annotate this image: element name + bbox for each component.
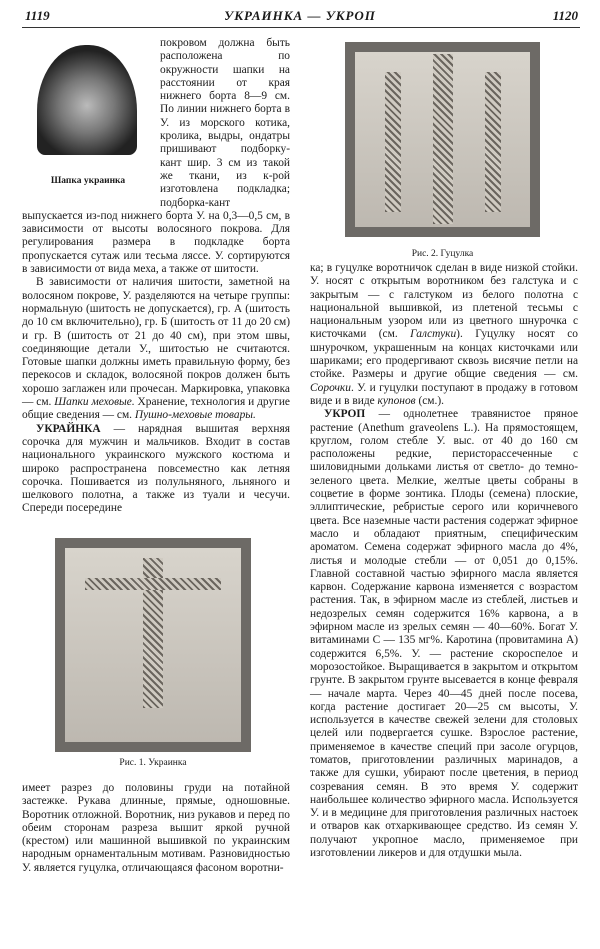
- text: Хранение, технология и другие общие сведения — см.: [22, 396, 290, 422]
- text: ). Гуцулку носят со шнурочком, украшенным на концах кисточками или шариками; его продергивают сквозь висячие петли на стойке. Размеры и другие общие сведения — см.: [310, 328, 578, 381]
- paragraph: покровом должна быть расположена по окружности шапки на расстоянии от края нижнего борта 8—9 см. По линии нижнего борта в У. из морского котика, кролика, выдры, ондатры пришивают подборку-кант шир. 3 см из такой же ткани, из к-рой изготовлена подкладка; подборка-кант выпускается из-под нижнего борта У. на 0,3—0,5 см, в зависимости от высоты волосяного покрова. Для регулирования размера в подкладке борта пропускается сутаж или тесьма ляссе. У. сортируются в зависимости от вида меха, а также от шитости.: [22, 37, 290, 276]
- page-number-left: 1119: [25, 8, 50, 23]
- cross-ref: купонов: [377, 394, 416, 407]
- hat-caption: Шапка украинка: [50, 176, 126, 186]
- paragraph: имеет разрез до половины груди на потайной застежке. Рукава длинные, прямые, одношовные. Воротник отложной. Воротник, низ рукавов и перед по обеим сторонам разреза вышит яркой ручной (крестом) или машинной вышивкой по украинским народным орнаментальным мотивам. Разновидностью У. является гуцулка, отличающаяся фасоном воротни-: [22, 782, 290, 874]
- figure-1-caption: Рис. 1. Украинка: [119, 758, 187, 768]
- figure-2-caption: Рис. 2. Гуцулка: [411, 249, 474, 259]
- paragraph: [310, 262, 578, 408]
- right-column: [310, 262, 578, 860]
- text: — нарядная вышитая верхняя сорочка для мужчин и мальчиков. Входит в состав национального украинского мужского костюма и широко распространена повсеместно как летняя сорочка. Пошивается из полульняного, льняного и шелкового полотна, а также из туали и чесучи. Спереди посередине: [22, 422, 290, 515]
- figure-1-ukrainka-image: [55, 538, 251, 752]
- text: В зависимости от наличия шитости, заметной на волосяном покрове, У. разделяются на четыре группы: нормальную (шитость не допускается), гр. А (шитость до 10 см включительно), гр. Б (шитость от 11 до 20 см) и гр. В (шитость от 21 до 40 см), при этом швы, соединяющие детали У., шитостью не считаются. Готовые шапки должны иметь правильную форму, без перекосов и складок, волосяной покров должен быть хорошо заглажен или прочесан. Маркировка, упаковка — см.: [22, 276, 290, 409]
- embroidery: [485, 72, 501, 212]
- entry-term: УКРОП: [324, 408, 366, 421]
- text: — однолетнее травянистое пряное растение (Anethum graveolens L.). На прямостоящем, круглом, голом стебле У. выс. от 40 до 160 см расположены редкие, перисторассеченные с шиловидными дольками листья от светло- до темно-зеленого цвета. Мелкие, желтые цветы собраны в соцветие в форме зонтика. Плоды (семена) плоские, эллиптические, ребристые серого или коричневого цвета. Все наземные части растения содержат эфирное масло и обладают приятным, специфическим ароматом. Семена содержат эфирного масла до 4%, листья и молодые стебли — от 0,051 до 0,15%. Главной составной частью эфирного масла является карвон. Содержание карвона изменяется с возрастом растения. Так, в эфирном масле из стеблей, листьев и недозрелых семян содержится 16% карвона, а в эфирном масле из зрелых семян — 40—60%. Богат У. витаминами С — 135 мг%. Каротина (провитамина А) содержится 6,5%. У. — растение скороспелое и морозостойкое. Выращивается в закрытом и открытом грунте. В закрытом грунте высевается в конце февраля — начале марта. Через 40—45 дней после посева, когда растение достигает 20—25 см высоты, У. используется в качестве свежей зелени для столовых целей или подвергается сушке. Взрослое растение, применяемое в качестве специй при засоле огурцов, томатов, приготовлении различных маринадов, а также для сушки, убирают после цветения, в период созревания семян. В это время У. содержит наибольшее количество эфирного масла. Используется У. и в медицине для приготовления различных настоек и отваров как отхаркивающее средство. Из семян У. получают укропное масло, применяемое при изготовлении ликеров и для отдушки мыла.: [310, 408, 578, 860]
- page-number-right: 1120: [552, 8, 578, 23]
- left-column-upper: [22, 37, 290, 516]
- paragraph: [22, 276, 290, 422]
- text: (см.).: [415, 394, 445, 407]
- text: . У. и гуцулки поступают в продажу в готовом виде и в виде: [310, 381, 578, 407]
- embroidery: [85, 578, 221, 590]
- entry-ukrainka: [22, 423, 290, 516]
- cross-ref: Шапки меховые.: [54, 396, 135, 409]
- hat-figure: [22, 37, 154, 205]
- text: ка; в гуцулке воротничок сделан в виде низкой стойки. У. носят с открытым воротником без галстука и с закрытым — с галстуком из белого полотна с национальной вышивкой, из плетеной тесьмы с национальным узором или из цветного шнурочка с кисточками (см.: [310, 262, 578, 341]
- figure-2-gutsulka-image: [345, 42, 540, 237]
- running-title: УКРАИНКА — УКРОП: [224, 8, 376, 23]
- cross-ref: Галстуки: [410, 328, 457, 341]
- entry-term: УКРАЙНКА: [36, 422, 101, 435]
- cross-ref: Пушно-меховые товары.: [134, 409, 256, 422]
- cross-ref: Сорочки: [310, 381, 351, 394]
- embroidery: [385, 72, 401, 212]
- embroidery: [433, 54, 453, 224]
- hat-image: [37, 45, 137, 155]
- header-rule: [22, 27, 580, 28]
- entry-ukrop: [310, 408, 578, 860]
- left-column-lower: [22, 782, 290, 875]
